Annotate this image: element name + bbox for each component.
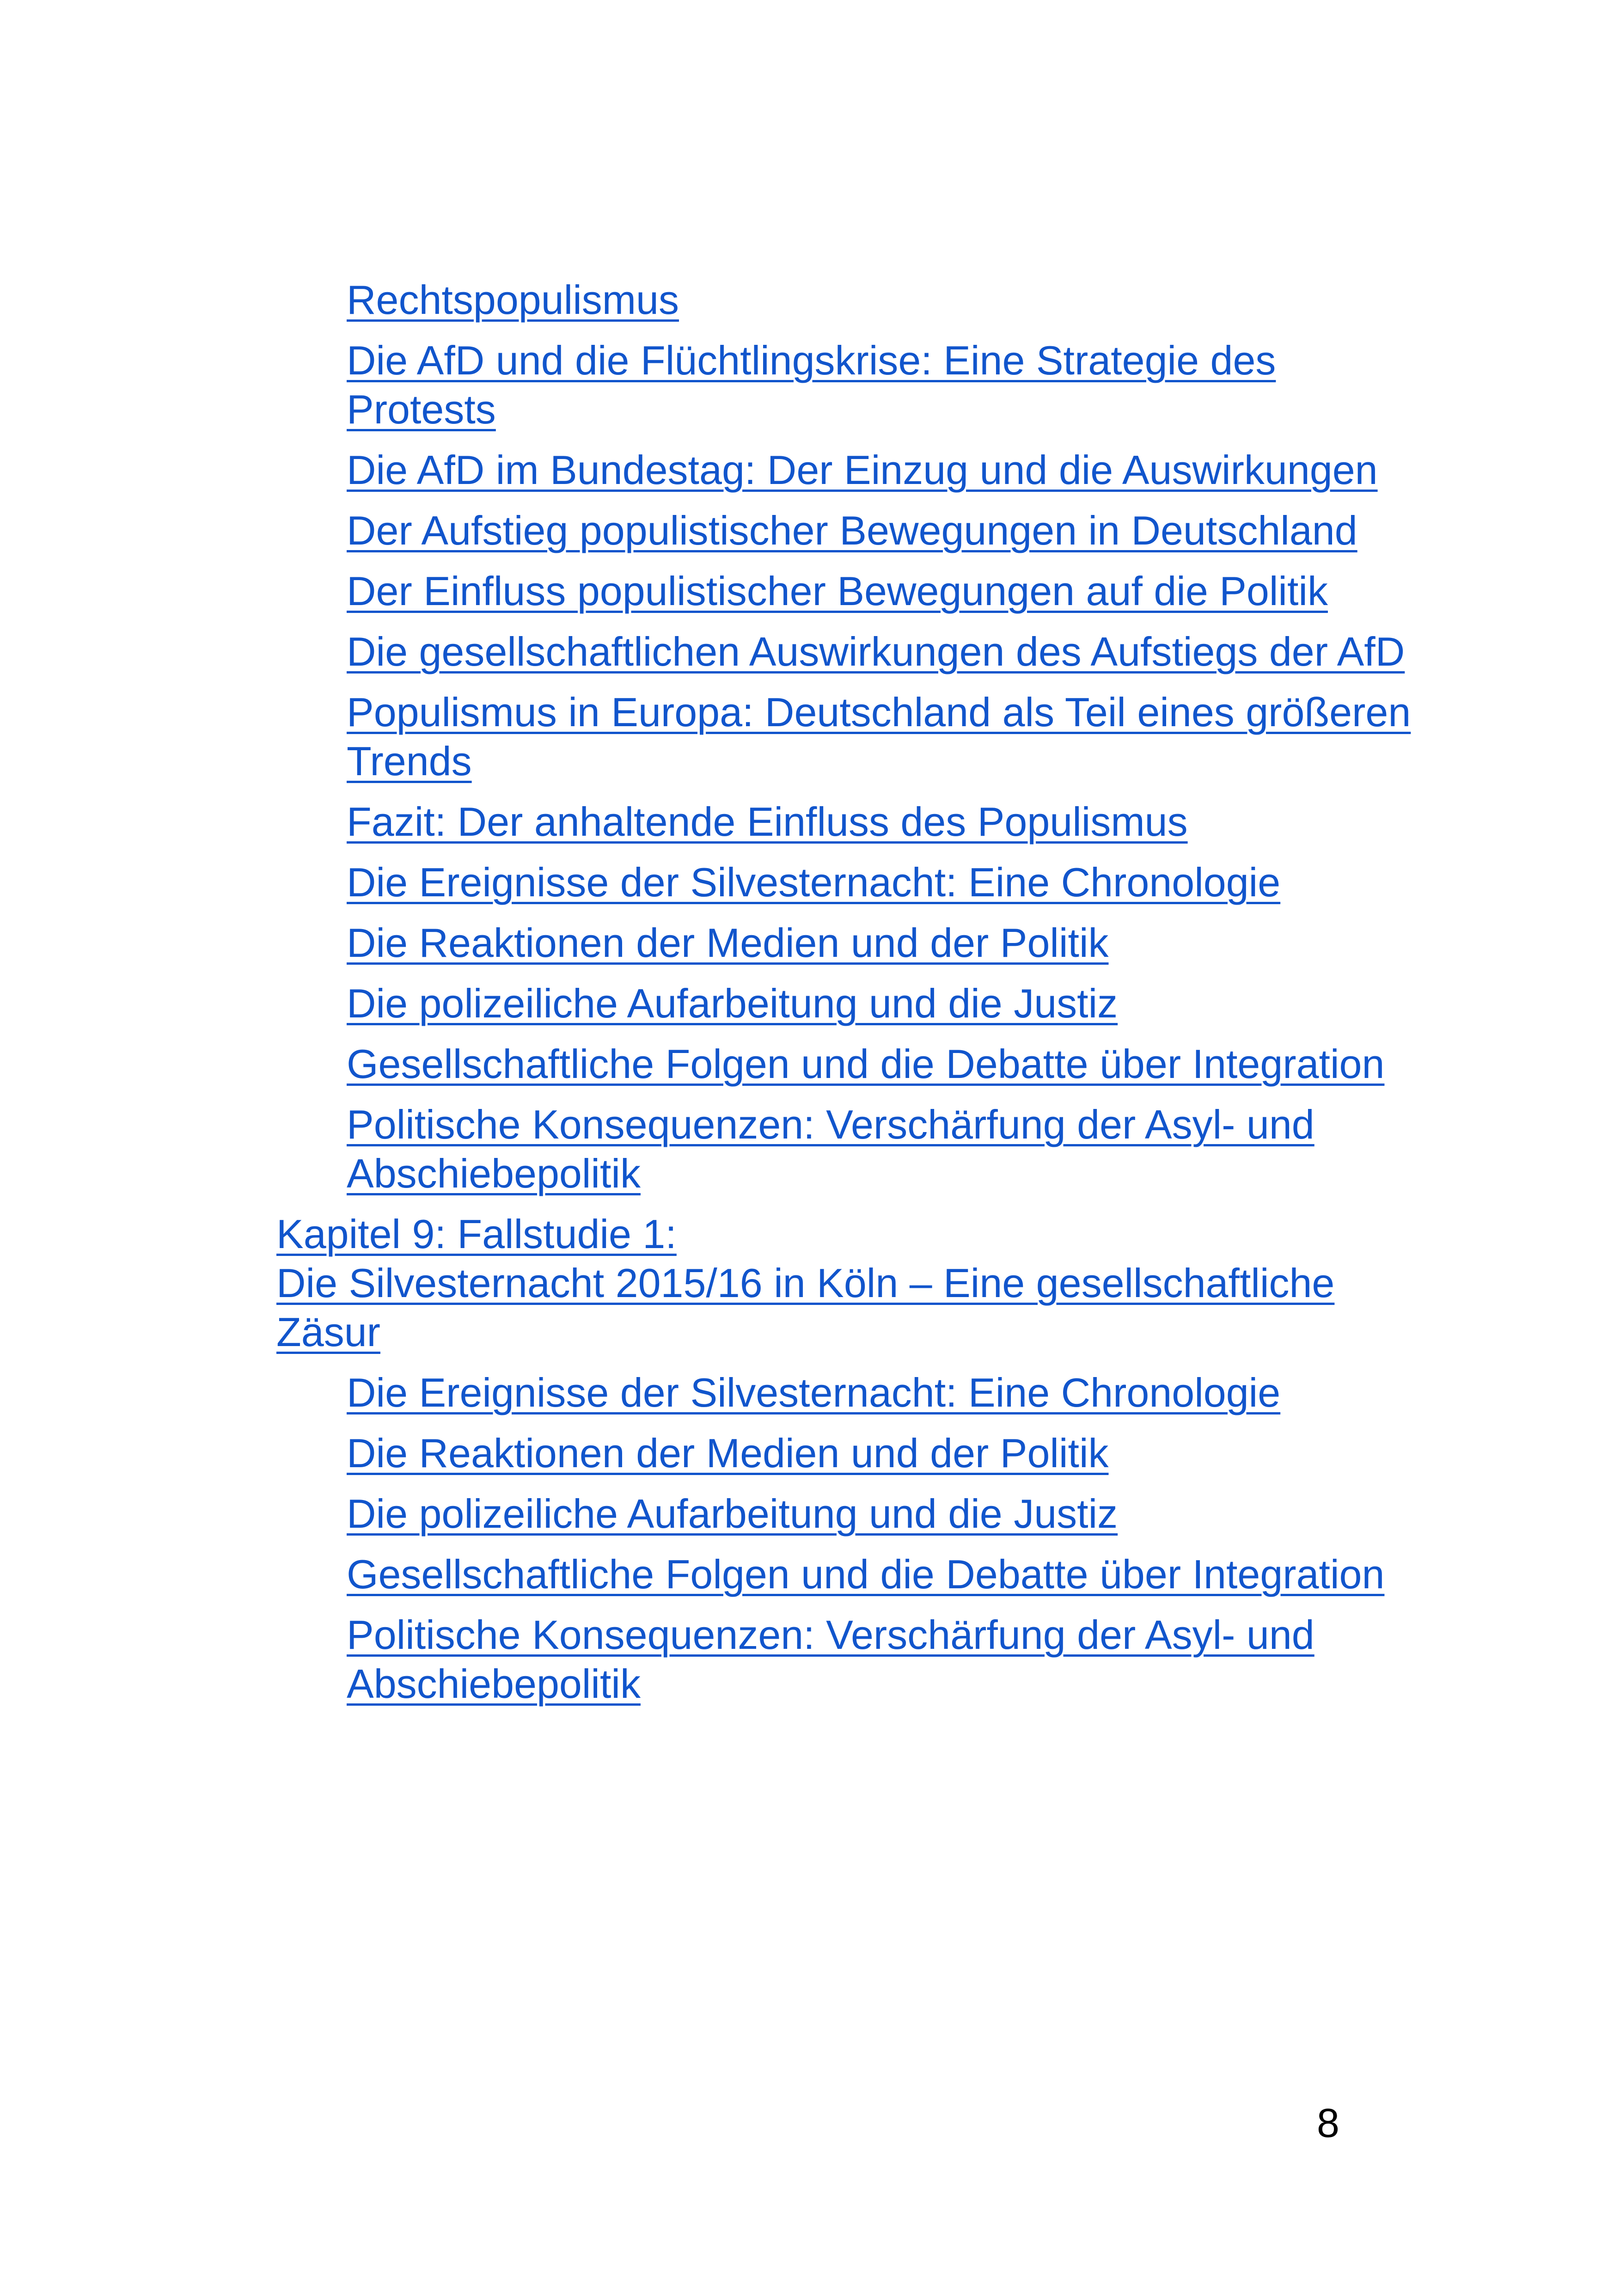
toc-entry	[276, 446, 1413, 495]
toc-entry	[276, 1429, 1413, 1478]
toc-link[interactable]: Der Einfluss populistischer Bewegungen auf die Politik	[347, 568, 1328, 614]
table-of-contents	[276, 276, 1413, 1720]
toc-entry	[276, 276, 1413, 325]
toc-link[interactable]: Politische Konsequenzen: Verschärfung der Asyl- und Abschiebepolitik	[347, 1102, 1314, 1196]
toc-entry	[276, 1489, 1413, 1538]
toc-link[interactable]: Die polizeiliche Aufarbeitung und die Justiz	[347, 1491, 1118, 1537]
toc-link[interactable]: Die Ereignisse der Silvesternacht: Eine Chronologie	[347, 859, 1281, 905]
toc-link[interactable]: Politische Konsequenzen: Verschärfung der Asyl- und Abschiebepolitik	[347, 1612, 1314, 1707]
toc-link[interactable]: Die Reaktionen der Medien und der Politik	[347, 1430, 1109, 1476]
toc-link[interactable]: Die AfD und die Flüchtlingskrise: Eine Strategie des Protests	[347, 337, 1276, 432]
toc-link[interactable]: Fazit: Der anhaltende Einfluss des Populismus	[347, 799, 1188, 845]
toc-link[interactable]: Populismus in Europa: Deutschland als Teil eines größeren Trends	[347, 689, 1411, 784]
toc-entry	[276, 688, 1413, 786]
toc-chapter-link[interactable]: Kapitel 9: Fallstudie 1: Die Silvesternacht 2015/16 in Köln – Eine gesellschaftliche Zäsur	[276, 1211, 1335, 1355]
toc-entry	[276, 627, 1413, 676]
toc-entry	[276, 797, 1413, 846]
toc-link[interactable]: Die Ereignisse der Silvesternacht: Eine Chronologie	[347, 1370, 1281, 1415]
toc-entry	[276, 336, 1413, 434]
toc-entry	[276, 506, 1413, 555]
toc-entry	[276, 1368, 1413, 1417]
toc-link[interactable]: Die Reaktionen der Medien und der Politik	[347, 920, 1109, 966]
toc-link[interactable]: Die AfD im Bundestag: Der Einzug und die Auswirkungen	[347, 447, 1378, 493]
toc-link[interactable]: Der Aufstieg populistischer Bewegungen in Deutschland	[347, 508, 1357, 553]
toc-entry	[276, 1550, 1413, 1599]
toc-entry	[276, 1610, 1413, 1708]
toc-entry	[276, 858, 1413, 907]
toc-link[interactable]: Gesellschaftliche Folgen und die Debatte über Integration	[347, 1551, 1385, 1597]
toc-entry	[276, 979, 1413, 1028]
toc-entry	[276, 1100, 1413, 1198]
toc-link[interactable]: Die polizeiliche Aufarbeitung und die Justiz	[347, 980, 1118, 1026]
toc-chapter-entry	[276, 1210, 1413, 1357]
toc-link[interactable]: Die gesellschaftlichen Auswirkungen des Aufstiegs der AfD	[347, 629, 1405, 674]
toc-entry	[276, 918, 1413, 967]
toc-link[interactable]: Rechtspopulismus	[347, 277, 679, 323]
toc-entry	[276, 1040, 1413, 1089]
toc-entry	[276, 567, 1413, 616]
page-number: 8	[1317, 2100, 1339, 2146]
toc-link[interactable]: Gesellschaftliche Folgen und die Debatte über Integration	[347, 1041, 1385, 1087]
